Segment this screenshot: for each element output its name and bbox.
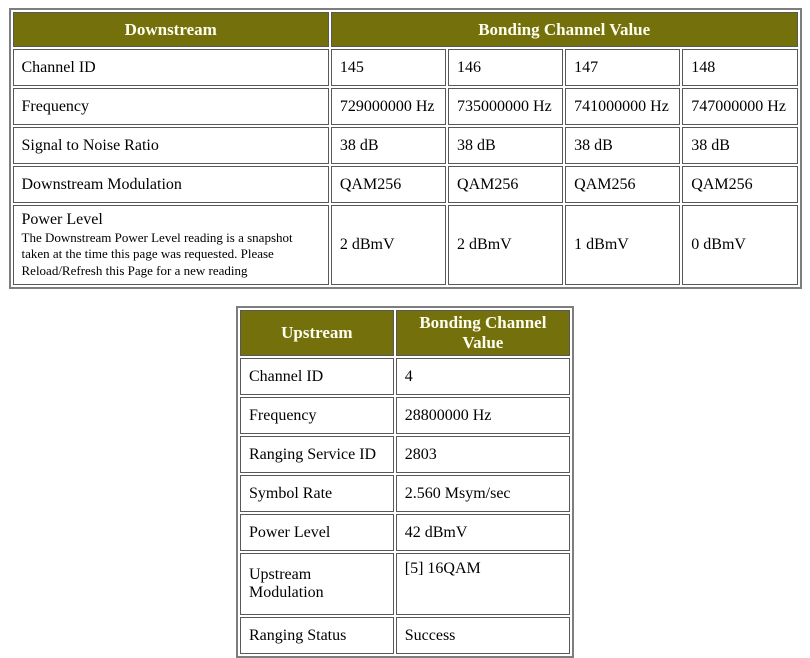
table-row-power-level: [240, 514, 570, 551]
upstream-bonding-header-cell: Bonding Channel Value: [396, 310, 570, 356]
cell-value: 741000000 Hz: [565, 88, 680, 125]
cell-value: QAM256: [565, 166, 680, 203]
row-label: Frequency: [13, 88, 329, 125]
downstream-table: [9, 8, 802, 289]
cell-value: 747000000 Hz: [682, 88, 797, 125]
power-level-label: Power Level: [21, 210, 103, 228]
row-label: Ranging Status: [240, 617, 394, 654]
cell-value: 0 dBmV: [682, 205, 797, 285]
row-label-power-level: [13, 205, 329, 285]
cell-value: 2 dBmV: [448, 205, 563, 285]
power-level-note: The Downstream Power Level reading is a snapshot taken at the time this page was requested. Please Reload/Refresh this Page for a new reading: [21, 229, 293, 278]
row-label: Downstream Modulation: [13, 166, 329, 203]
row-label: Upstream Modulation: [240, 553, 394, 615]
table-row-ranging-status: [240, 617, 570, 654]
cell-value: 735000000 Hz: [448, 88, 563, 125]
row-label: Channel ID: [240, 358, 394, 395]
cell-value: 147: [565, 49, 680, 86]
table-row-ranging-service-id: [240, 436, 570, 473]
cell-value: 38 dB: [565, 127, 680, 164]
upstream-table: [236, 306, 574, 658]
upstream-header-row: [240, 310, 570, 356]
cell-value: [5] 16QAM: [396, 553, 570, 615]
cell-value: 2 dBmV: [331, 205, 446, 285]
row-label: Channel ID: [13, 49, 329, 86]
cell-value: 42 dBmV: [396, 514, 570, 551]
cell-value: Success: [396, 617, 570, 654]
cell-value: 28800000 Hz: [396, 397, 570, 434]
cell-value: QAM256: [331, 166, 446, 203]
cell-value: 2803: [396, 436, 570, 473]
row-label: Power Level: [240, 514, 394, 551]
table-row-channel-id: [13, 49, 798, 86]
table-row-downstream-modulation: [13, 166, 798, 203]
table-row-snr: [13, 127, 798, 164]
table-row-frequency: [13, 88, 798, 125]
downstream-header-cell: Downstream: [13, 12, 329, 47]
upstream-header-cell: Upstream: [240, 310, 394, 356]
cell-value: 4: [396, 358, 570, 395]
modem-status-page: [0, 8, 810, 658]
downstream-bonding-header-cell: Bonding Channel Value: [331, 12, 798, 47]
downstream-header-row: [13, 12, 798, 47]
table-row-symbol-rate: [240, 475, 570, 512]
cell-value: 148: [682, 49, 797, 86]
table-row-upstream-modulation: [240, 553, 570, 615]
table-row-channel-id: [240, 358, 570, 395]
table-row-power-level: [13, 205, 798, 285]
cell-value: 145: [331, 49, 446, 86]
table-row-frequency: [240, 397, 570, 434]
cell-value: 38 dB: [331, 127, 446, 164]
row-label: Signal to Noise Ratio: [13, 127, 329, 164]
cell-value: 2.560 Msym/sec: [396, 475, 570, 512]
cell-value: 1 dBmV: [565, 205, 680, 285]
row-label: Frequency: [240, 397, 394, 434]
cell-value: QAM256: [448, 166, 563, 203]
cell-value: QAM256: [682, 166, 797, 203]
cell-value: 38 dB: [448, 127, 563, 164]
row-label: Ranging Service ID: [240, 436, 394, 473]
cell-value: 146: [448, 49, 563, 86]
cell-value: 38 dB: [682, 127, 797, 164]
row-label: Symbol Rate: [240, 475, 394, 512]
cell-value: 729000000 Hz: [331, 88, 446, 125]
